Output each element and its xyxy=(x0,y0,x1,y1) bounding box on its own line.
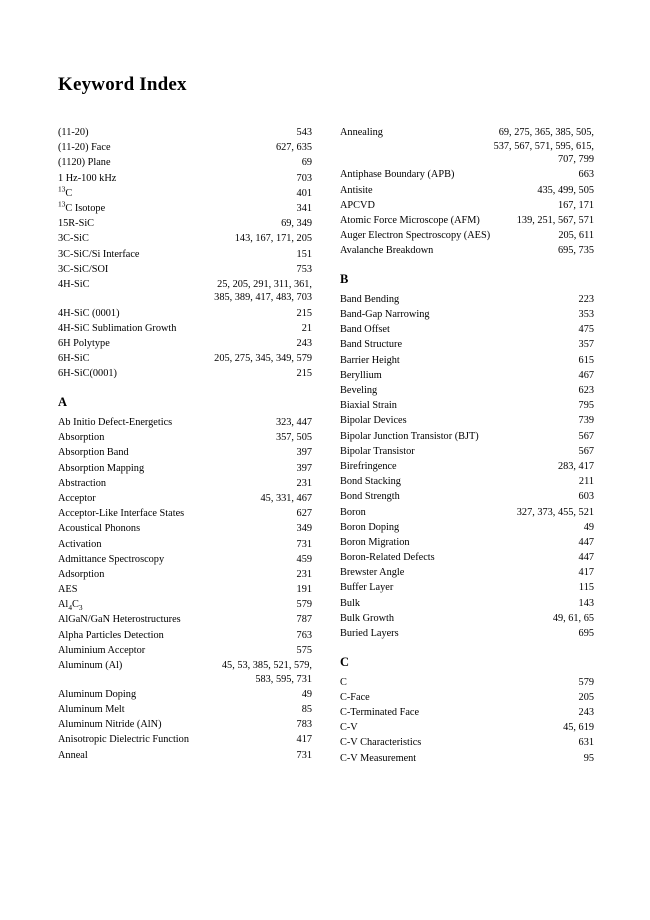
index-entry-term: Bulk Growth xyxy=(340,612,395,624)
index-entry-term: Boron Doping xyxy=(340,521,400,533)
index-entry-term: Auger Electron Spectroscopy (AES) xyxy=(340,230,491,242)
index-entry-pages: 435, 499, 505 xyxy=(537,184,594,196)
index-entry-term: Absorption xyxy=(58,432,105,444)
index-entry-pages: 753 xyxy=(296,263,312,275)
index-entry xyxy=(340,184,594,198)
index-entry-pages: 243 xyxy=(578,707,594,718)
index-letter-heading: C xyxy=(340,654,350,669)
index-entry xyxy=(340,521,594,535)
index-entry-pages: 283, 417 xyxy=(557,460,594,472)
index-entry-term: 4H-SiC (0001) xyxy=(58,307,120,319)
index-entry-term: Band-Gap Narrowing xyxy=(340,309,430,321)
index-entry-pages: 323, 447 xyxy=(275,417,312,428)
index-entry xyxy=(58,248,312,262)
index-entry xyxy=(340,612,594,626)
index-entry xyxy=(340,214,594,228)
index-entry-term: $Al_4C_3$ xyxy=(58,599,83,613)
index-entry xyxy=(340,581,594,595)
index-entry-term: Buried Layers xyxy=(340,628,399,640)
index-entry xyxy=(340,308,594,322)
index-entry-pages: 447 xyxy=(578,552,594,564)
index-entry-pages: 623 xyxy=(578,385,594,397)
index-entry-pages: 215 xyxy=(296,307,312,319)
index-entry-term: Biaxial Strain xyxy=(340,400,397,412)
index-entry-term: Bulk xyxy=(340,597,361,609)
index-entry-pages: 85 xyxy=(301,703,312,715)
index-entry-pages: 579 xyxy=(578,676,594,688)
index-entry xyxy=(58,322,312,336)
index-entry xyxy=(58,184,312,201)
index-entry-term: Bond Stacking xyxy=(340,476,401,488)
index-entry-pages: 191 xyxy=(296,584,312,596)
index-entry-pages: 401 xyxy=(296,187,312,199)
index-entry-term: Buffer Layer xyxy=(340,582,394,594)
index-entry-term: APCVD xyxy=(340,199,375,211)
index-entry-pages: 143 xyxy=(578,597,594,609)
index-entry xyxy=(340,338,594,352)
index-entry xyxy=(58,462,312,476)
index-entry-pages: 95 xyxy=(583,752,594,764)
index-entry xyxy=(340,597,594,611)
index-entry-pages: 615 xyxy=(578,354,594,366)
index-entry-term: Birefringence xyxy=(340,460,397,472)
index-entry xyxy=(58,613,312,627)
index-entry xyxy=(58,568,312,582)
index-entry-term: Anneal xyxy=(58,749,88,761)
index-entry-pages: 21 xyxy=(301,322,312,334)
index-entry-term: Atomic Force Microscope (AFM) xyxy=(340,214,480,226)
index-entry-pages: 357 xyxy=(578,339,594,351)
index-entry-pages: 211 xyxy=(578,476,594,488)
index-entry-term: Ab Initio Defect-Energetics xyxy=(58,417,173,428)
index-entry xyxy=(58,352,312,366)
index-entry-pages: 205, 611 xyxy=(558,230,594,242)
index-entry-pages: 567 xyxy=(578,445,594,457)
index-entry xyxy=(58,659,312,686)
index-entry xyxy=(58,538,312,552)
index-entry-term: Annealing xyxy=(340,127,383,138)
index-entry xyxy=(58,522,312,536)
index-entry-pages: 783 xyxy=(296,719,312,731)
index-entry xyxy=(340,384,594,398)
index-entry-term: 1 Hz-100 kHz xyxy=(58,172,117,184)
index-entry-pages: 45, 619 xyxy=(563,722,594,734)
index-entry-pages: 167, 171 xyxy=(557,199,594,211)
index-entry-term: Activation xyxy=(58,538,102,550)
index-entry-term: Boron-Related Defects xyxy=(340,552,435,564)
index-entry-term: Absorption Mapping xyxy=(58,462,145,474)
index-entry-pages: 731 xyxy=(296,749,312,761)
index-entry-term: $^{13}$C xyxy=(58,184,73,199)
index-entry-pages: 703 xyxy=(296,172,312,184)
index-entry-pages: 543 xyxy=(296,127,312,138)
index-entry-term: 6H-SiC xyxy=(58,353,90,365)
index-entry xyxy=(340,369,594,383)
index-entry xyxy=(58,703,312,717)
index-entry xyxy=(340,752,594,766)
index-entry-pages: 341 xyxy=(296,202,312,214)
index-entry xyxy=(58,172,312,186)
index-entry-term: Admittance Spectroscopy xyxy=(58,553,165,565)
index-entry xyxy=(340,293,594,307)
index-entry-pages: 45, 331, 467 xyxy=(260,492,312,504)
index-entry-term: Acoustical Phonons xyxy=(58,523,141,535)
index-entry xyxy=(58,553,312,567)
index-entry-term: Brewster Angle xyxy=(340,567,405,579)
index-entry-pages: 467 xyxy=(578,369,594,381)
index-entry-term: 6H-SiC(0001) xyxy=(58,368,117,380)
index-entry-term: Antisite xyxy=(340,184,373,196)
index-entry-term: Aluminum Melt xyxy=(58,703,125,715)
index-entry-term: C-V Characteristics xyxy=(340,737,422,749)
index-entry-term: 3C-SiC/Si Interface xyxy=(58,248,140,260)
index-entry-pages: 695, 735 xyxy=(557,245,594,257)
index-entry-pages: 243 xyxy=(296,338,312,350)
index-entry-term: Boron xyxy=(340,506,366,518)
index-entry-pages: 327, 373, 455, 521 xyxy=(516,506,594,518)
index-entry-pages: 695 xyxy=(578,628,594,640)
index-entry xyxy=(340,323,594,337)
index-letter-heading: B xyxy=(340,271,349,286)
index-entry xyxy=(58,263,312,277)
index-entry xyxy=(340,445,594,459)
index-entry-pages: 349 xyxy=(296,523,312,535)
index-entry xyxy=(58,367,312,381)
index-entry xyxy=(340,627,594,641)
index-entry xyxy=(58,507,312,521)
index-entry-term: C-V xyxy=(340,722,358,734)
index-entry xyxy=(58,598,312,612)
index-entry-pages: 69, 349 xyxy=(281,218,312,230)
index-entry-pages: 69, 275, 365, 385, 505, 537, 567, 571, 595, 615, 707, 799 xyxy=(493,127,594,166)
index-entry-term: Acceptor-Like Interface States xyxy=(58,508,185,520)
index-entry-pages: 231 xyxy=(296,477,312,489)
index-entry xyxy=(58,749,312,763)
index-entry xyxy=(58,141,312,155)
index-entry-term: Band Bending xyxy=(340,293,400,305)
index-entry-term: Aluminum Doping xyxy=(58,688,137,700)
index-entry-term: 15R-SiC xyxy=(58,218,95,230)
index-entry-pages: 627 xyxy=(296,508,312,520)
index-entry-term: 4H-SiC xyxy=(58,278,90,290)
index-letter-heading: A xyxy=(58,395,68,409)
index-entry xyxy=(58,718,312,732)
index-entry xyxy=(58,217,312,231)
index-entry-pages: 447 xyxy=(578,536,594,548)
index-entry-pages: 627, 635 xyxy=(275,142,312,154)
index-entry xyxy=(340,430,594,444)
index-entry-pages: 215 xyxy=(296,368,312,380)
index-entry xyxy=(340,721,594,735)
index-entry xyxy=(58,644,312,658)
index-entry xyxy=(58,232,312,246)
index-entry-term: Aluminium Acceptor xyxy=(58,644,146,656)
index-column-right xyxy=(340,126,594,767)
index-columns xyxy=(58,126,594,767)
index-entry-term: Bond Strength xyxy=(340,491,400,503)
index-entry-pages: 143, 167, 171, 205 xyxy=(234,233,312,245)
index-entry xyxy=(340,490,594,504)
index-entry-term: Band Offset xyxy=(340,324,390,336)
index-entry-pages: 25, 205, 291, 311, 361, 385, 389, 417, 483, 703 xyxy=(214,278,312,304)
index-entry-term: Aluminum (Al) xyxy=(58,660,123,671)
index-entry xyxy=(340,536,594,550)
index-entry xyxy=(58,431,312,445)
index-entry-term: C xyxy=(340,676,347,688)
index-entry xyxy=(340,168,594,182)
index-entry xyxy=(58,416,312,430)
index-entry-pages: 353 xyxy=(578,309,594,321)
index-entry-pages: 731 xyxy=(296,538,312,550)
index-entry xyxy=(340,736,594,750)
index-entry-pages: 139, 251, 567, 571 xyxy=(516,214,594,226)
index-entry-term: C-Face xyxy=(340,691,370,703)
index-entry xyxy=(340,676,594,690)
index-entry xyxy=(58,307,312,321)
index-entry-term: Bipolar Devices xyxy=(340,415,407,427)
index-entry-pages: 69 xyxy=(301,157,312,169)
index-entry-pages: 357, 505 xyxy=(275,432,312,444)
index-entry-pages: 417 xyxy=(296,734,312,746)
index-entry-term: C-Terminated Face xyxy=(340,707,420,718)
index-entry-pages: 45, 53, 385, 521, 579, 583, 595, 731 xyxy=(221,660,312,685)
index-entry xyxy=(340,691,594,705)
index-entry xyxy=(58,477,312,491)
index-entry xyxy=(58,199,312,216)
page-title: Keyword Index xyxy=(58,74,187,95)
index-entry-term: Avalanche Breakdown xyxy=(340,245,434,257)
index-entry-term: (1120) Plane xyxy=(58,157,111,169)
index-entry-term: 3C-SiC/SOI xyxy=(58,263,109,275)
index-entry-pages: 475 xyxy=(578,324,594,336)
index-entry-term: Barrier Height xyxy=(340,354,400,366)
index-entry xyxy=(340,126,594,167)
index-entry-term: Anisotropic Dielectric Function xyxy=(58,734,189,746)
index-entry-pages: 795 xyxy=(578,400,594,412)
index-entry-pages: 397 xyxy=(296,447,312,459)
index-entry-pages: 49 xyxy=(583,521,594,533)
index-entry-pages: 397 xyxy=(296,462,312,474)
index-entry-term: Bipolar Transistor xyxy=(340,445,415,457)
index-entry-term: Aluminum Nitride (AlN) xyxy=(58,719,162,731)
index-entry-pages: 205 xyxy=(578,691,594,703)
index-entry-term: Boron Migration xyxy=(340,536,410,548)
index-entry-term: 4H-SiC Sublimation Growth xyxy=(58,322,177,334)
index-entry xyxy=(340,460,594,474)
index-entry-pages: 205, 275, 345, 349, 579 xyxy=(214,353,312,365)
index-entry xyxy=(340,414,594,428)
index-entry-term: Beveling xyxy=(340,385,378,397)
index-entry-pages: 567 xyxy=(578,430,594,442)
index-entry-term: (11-20) xyxy=(58,127,89,138)
index-entry xyxy=(58,733,312,747)
index-entry-pages: 459 xyxy=(296,553,312,565)
index-entry-term: Alpha Particles Detection xyxy=(58,629,164,641)
index-entry xyxy=(340,244,594,258)
index-entry xyxy=(58,126,312,140)
index-entry-term: Beryllium xyxy=(340,369,382,381)
index-entry-pages: 231 xyxy=(296,568,312,580)
index-entry-term: Bipolar Junction Transistor (BJT) xyxy=(340,430,479,442)
index-entry-term: (11-20) Face xyxy=(58,142,111,154)
index-entry-term: Absorption Band xyxy=(58,447,129,459)
index-entry-term: Antiphase Boundary (APB) xyxy=(340,169,455,181)
index-column-left xyxy=(58,126,312,767)
index-entry xyxy=(340,399,594,413)
index-entry-term: Abstraction xyxy=(58,477,107,489)
index-entry xyxy=(58,492,312,506)
index-entry xyxy=(58,156,312,170)
index-entry-term: AlGaN/GaN Heterostructures xyxy=(58,614,181,626)
index-entry xyxy=(340,229,594,243)
index-entry-pages: 151 xyxy=(296,248,312,260)
index-entry-pages: 579 xyxy=(296,599,312,611)
index-entry xyxy=(340,199,594,213)
index-entry-pages: 49 xyxy=(301,688,312,700)
index-entry xyxy=(58,583,312,597)
index-entry-pages: 631 xyxy=(578,737,594,749)
index-entry-pages: 763 xyxy=(296,629,312,641)
index-entry-term: $^{13}$C Isotope xyxy=(58,199,106,214)
index-entry-term: 6H Polytype xyxy=(58,338,110,350)
index-entry-pages: 223 xyxy=(578,293,594,305)
index-entry-term: 3C-SiC xyxy=(58,233,89,245)
index-entry xyxy=(340,354,594,368)
index-entry-term: C-V Measurement xyxy=(340,752,417,764)
index-entry xyxy=(58,337,312,351)
index-entry-pages: 787 xyxy=(296,614,312,626)
index-entry xyxy=(58,688,312,702)
index-entry xyxy=(58,446,312,460)
index-entry xyxy=(340,706,594,720)
index-entry-term: Band Structure xyxy=(340,339,403,351)
index-entry-pages: 663 xyxy=(578,169,594,181)
index-entry xyxy=(340,506,594,520)
index-entry-term: Acceptor xyxy=(58,492,96,504)
index-entry-pages: 115 xyxy=(578,582,594,594)
index-entry-term: Adsorption xyxy=(58,568,105,580)
index-entry xyxy=(58,629,312,643)
index-entry-pages: 417 xyxy=(578,567,594,579)
index-entry-pages: 575 xyxy=(296,644,312,656)
index-entry-pages: 603 xyxy=(578,491,594,503)
index-entry xyxy=(58,278,312,305)
index-entry-pages: 49, 61, 65 xyxy=(552,612,594,624)
index-entry xyxy=(340,475,594,489)
index-entry-pages: 739 xyxy=(578,415,594,427)
index-entry xyxy=(340,551,594,565)
index-entry xyxy=(340,566,594,580)
index-entry-term: AES xyxy=(58,584,78,596)
